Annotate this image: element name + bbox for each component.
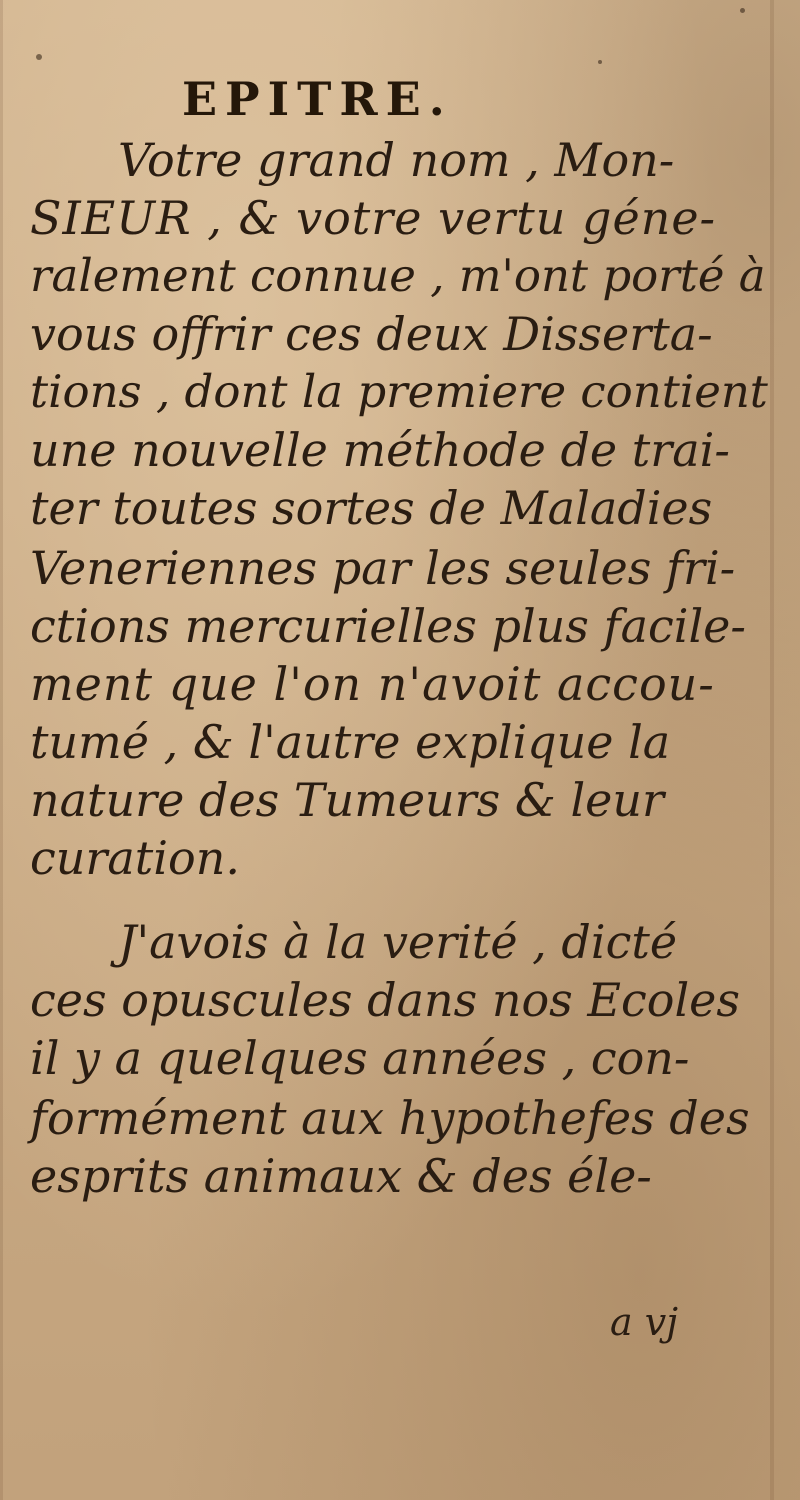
text-line: ces opuscules dans nos Ecoles bbox=[30, 973, 740, 1027]
text-line: Veneriennes par les seules fri- bbox=[30, 541, 736, 595]
ink-spot bbox=[36, 54, 42, 60]
text-line: formément aux hypothefes des bbox=[30, 1091, 750, 1145]
paper-crease bbox=[0, 0, 3, 1500]
text-line: tumé , & l'autre explique la bbox=[30, 715, 671, 769]
text-line: il y a quelques années , con- bbox=[30, 1031, 690, 1085]
ink-spot bbox=[598, 60, 602, 64]
paper-crease bbox=[770, 0, 774, 1500]
text-line: ralement connue , m'ont porté à bbox=[30, 249, 766, 302]
text-line: ctions mercurielles plus facile- bbox=[30, 599, 746, 653]
text-line: Votre grand nom , Mon- bbox=[118, 133, 675, 187]
text-line: ter toutes sortes de Maladies bbox=[30, 481, 713, 535]
text-line: tions , dont la premiere contient bbox=[30, 365, 768, 418]
text-line: une nouvelle méthode de trai- bbox=[30, 423, 730, 477]
text-line: esprits animaux & des éle- bbox=[30, 1149, 652, 1203]
signature-mark: a vj bbox=[610, 1300, 678, 1344]
ink-spot bbox=[740, 8, 745, 13]
text-line: curation. bbox=[30, 831, 240, 885]
text-line: vous offrir ces deux Disserta- bbox=[30, 307, 713, 361]
text-line: nature des Tumeurs & leur bbox=[30, 773, 665, 827]
text-line: ment que l'on n'avoit accou- bbox=[30, 657, 715, 711]
text-line: J'avois à la verité , dicté bbox=[118, 915, 678, 969]
page-heading: EPITRE. bbox=[182, 72, 453, 126]
text-line: SIEUR , & votre vertu géne- bbox=[30, 191, 717, 245]
